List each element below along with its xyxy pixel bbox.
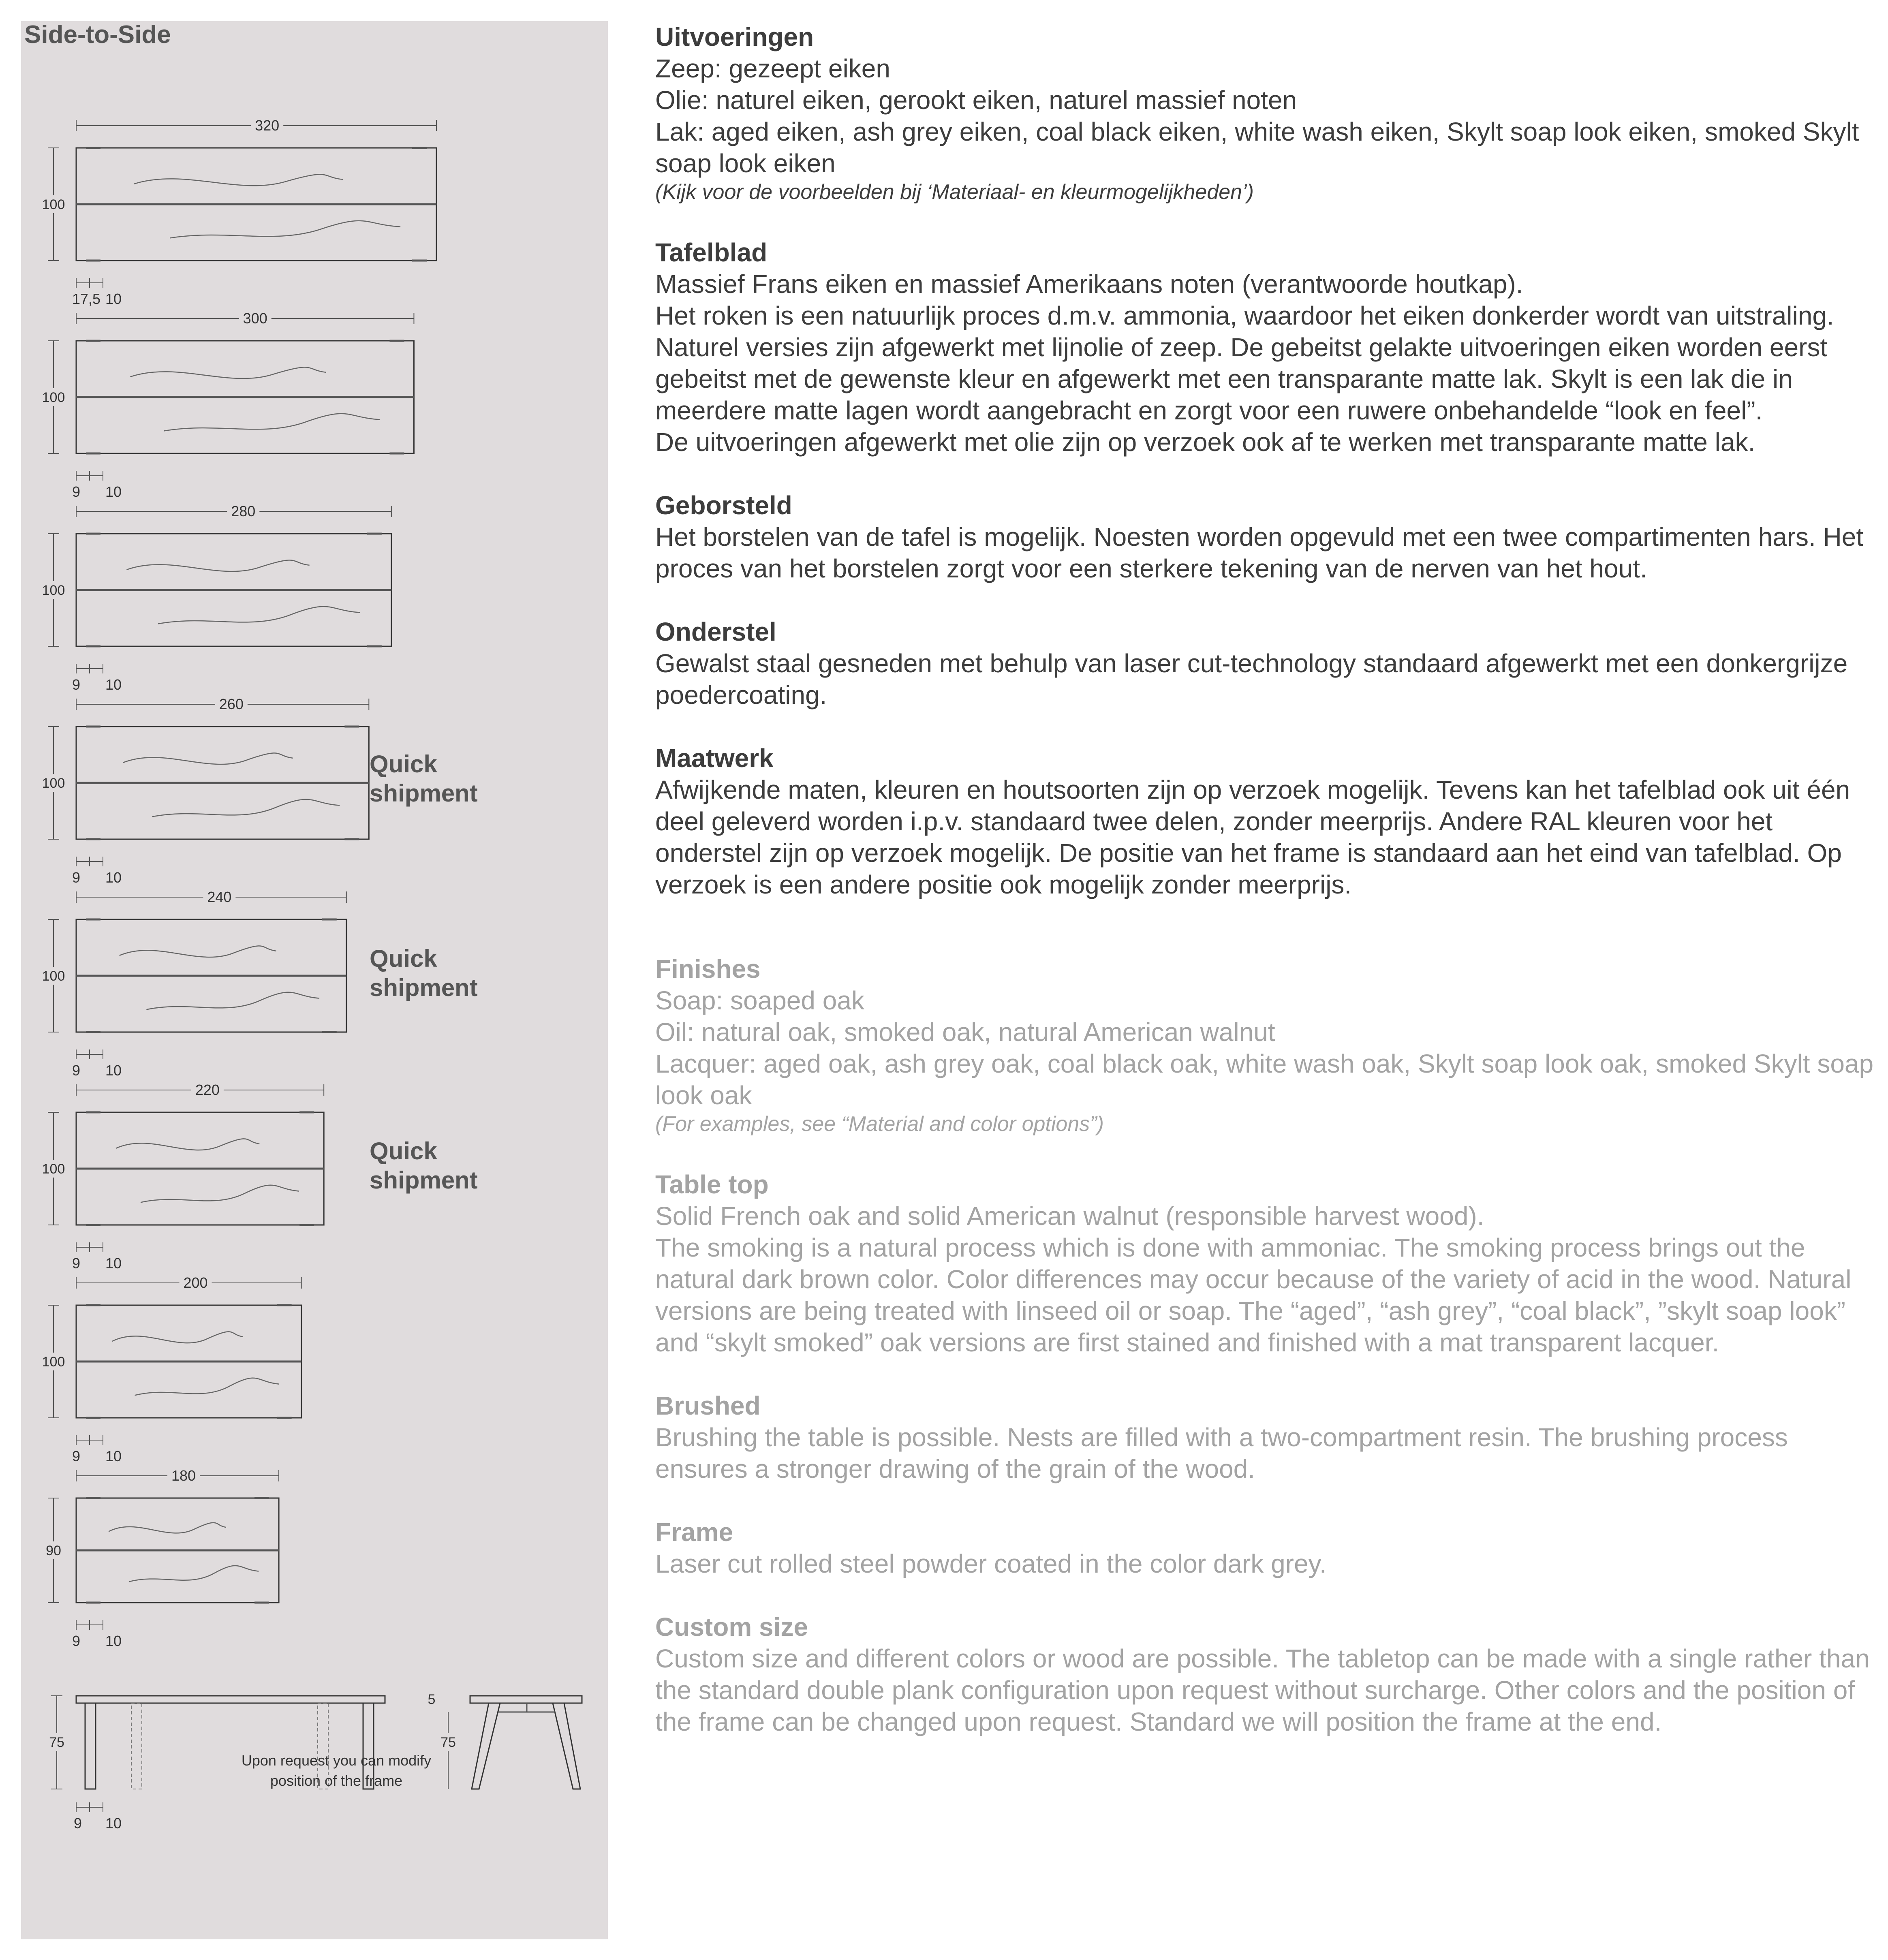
width-label: 100 <box>42 1354 65 1370</box>
section-onderstel <box>655 616 1875 711</box>
end-view-tabletop <box>470 1696 582 1703</box>
length-label: 200 <box>183 1274 208 1291</box>
section-line: Afwijkende maten, kleuren en houtsoorten zijn op verzoek mogelijk. Tevens kan het tafelblad ook uit één deel geleverd worden i.p.v. standaard twee delen, zonder meerprijs. Andere RAL kleuren voor het onderstel zijn op verzoek mogelijk. De positie van het frame is standaard aan het eind van tafelblad. Op verzoek is een andere positie ook mogelijk zonder meerprijs. <box>655 775 1850 899</box>
quick-shipment-label <box>370 944 478 1002</box>
inset-label: 10 <box>105 291 122 307</box>
quick-shipment-label <box>370 1137 478 1195</box>
wood-grain <box>152 799 340 817</box>
quick-shipment-line: Quick <box>370 945 437 972</box>
section-heading: Table top <box>655 1170 769 1199</box>
section-heading: Tafelblad <box>655 238 768 267</box>
wood-grain <box>164 414 380 431</box>
inset-label: 10 <box>105 1815 122 1832</box>
wood-grain <box>130 367 326 378</box>
section-line: Olie: naturel eiken, gerookt eiken, naturel massief noten <box>655 85 1297 115</box>
quick-shipment-label <box>370 750 478 808</box>
quick-shipment-line: Quick <box>370 1137 437 1165</box>
length-label: 240 <box>207 889 232 905</box>
section-line: Brushing the table is possible. Nests are filled with a two-compartment resin. The brushing process ensures a stronger drawing of the grain of the wood. <box>655 1423 1788 1483</box>
overhang-label: 9 <box>72 483 81 500</box>
wood-grain <box>126 560 309 571</box>
inset-label: 10 <box>105 676 122 693</box>
section-heading: Uitvoeringen <box>655 22 814 51</box>
section-tafelblad <box>655 237 1875 458</box>
wood-grain <box>146 992 319 1010</box>
width-label: 100 <box>42 390 65 405</box>
section-line: Lak: aged eiken, ash grey eiken, coal black eiken, white wash eiken, Skylt soap look eiken, smoked Skylt soap look eiken <box>655 117 1859 178</box>
wood-grain <box>158 607 360 624</box>
overhang-label: 9 <box>72 869 81 886</box>
overhang-label: 9 <box>72 1633 81 1649</box>
section-line: Het roken is een natuurlijk proces d.m.v. ammonia, waardoor het eiken donkerder wordt van uitstraling. Naturel versies zijn afgewerkt met lijnolie of zeep. De gebeitst gelakte uitvoeringen eiken worden eerst gebeitst met de gewenste kleur en afgewerkt met een transparante matte lak. Skylt is een lak die in meerdere matte lagen wordt aangebracht en zorgt voor een ruwere onbehandelde “look en feel”. <box>655 301 1834 425</box>
section-finishes <box>655 953 1875 1137</box>
width-label: 100 <box>42 968 65 984</box>
section-custom-size <box>655 1611 1875 1738</box>
frame-position-note <box>211 1751 462 1791</box>
overhang-label: 9 <box>72 1062 81 1079</box>
width-label: 100 <box>42 583 65 598</box>
section-uitvoeringen <box>655 21 1875 205</box>
frame-note-line: Upon request you can modify <box>241 1752 432 1769</box>
length-label: 180 <box>171 1467 196 1484</box>
quick-shipment-line: shipment <box>370 1167 478 1194</box>
specification-text <box>655 21 1875 1769</box>
length-label: 220 <box>195 1082 220 1098</box>
quick-shipment-line: shipment <box>370 974 478 1001</box>
table-drawings <box>0 0 608 1960</box>
length-label: 260 <box>219 696 244 712</box>
overhang-label: 17,5 <box>72 291 101 307</box>
section-line: Custom size and different colors or wood are possible. The tabletop can be made with a single rather than the standard double plank configuration upon request without surcharge. Other colors and the position of the frame can be changed upon request. Standard we will position the frame at the end. <box>655 1644 1870 1736</box>
overhang-label: 9 <box>72 676 81 693</box>
section-line: Solid French oak and solid American walnut (responsible harvest wood). <box>655 1201 1484 1231</box>
section-heading: Onderstel <box>655 617 776 646</box>
wood-grain <box>123 753 293 764</box>
length-label: 280 <box>231 503 256 519</box>
section-line: Soap: soaped oak <box>655 986 864 1015</box>
section-line: Het borstelen van de tafel is mogelijk. Noesten worden opgevuld met een twee compartimenten hars. Het proces van het borstelen zorgt voor een sterkere tekening van de nerven van het hout. <box>655 522 1864 583</box>
section-heading: Geborsteld <box>655 491 792 520</box>
section-line: Laser cut rolled steel powder coated in the color dark grey. <box>655 1549 1327 1578</box>
side-view-leg <box>85 1703 96 1789</box>
side-view-alt-leg <box>131 1703 142 1789</box>
quick-shipment-line: shipment <box>370 780 478 807</box>
frame-note-line: position of the frame <box>270 1772 403 1789</box>
section-frame <box>655 1516 1875 1580</box>
inset-label: 10 <box>105 1255 122 1272</box>
section-heading: Brushed <box>655 1391 761 1420</box>
inset-label: 10 <box>105 1633 122 1649</box>
section-line: Lacquer: aged oak, ash grey oak, coal black oak, white wash oak, Skylt soap look oak, smoked Skylt soap look oak <box>655 1049 1874 1110</box>
end-height-label: 75 <box>440 1735 456 1750</box>
wood-grain <box>135 1378 279 1396</box>
overhang-label: 9 <box>72 1448 81 1464</box>
section-geborsteld <box>655 489 1875 584</box>
section-line: Zeep: gezeept eiken <box>655 54 890 83</box>
wood-grain <box>141 1185 299 1203</box>
section-line: Gewalst staal gesneden met behulp van laser cut-technology standaard afgewerkt met een donkergrijze poedercoating. <box>655 649 1848 710</box>
wood-grain <box>120 946 276 957</box>
width-label: 100 <box>42 197 65 212</box>
overhang-label: 9 <box>72 1255 81 1272</box>
length-label: 320 <box>255 117 280 134</box>
end-view-leg <box>553 1703 580 1789</box>
height-label: 75 <box>49 1735 64 1750</box>
inset-label: 10 <box>105 483 122 500</box>
section-line: Massief Frans eiken en massief Amerikaans noten (verantwoorde houtkap). <box>655 269 1523 299</box>
overhang-label: 9 <box>74 1815 82 1832</box>
inset-label: 10 <box>105 1062 122 1079</box>
section-maatwerk <box>655 742 1875 900</box>
section-heading: Frame <box>655 1518 733 1547</box>
section-note: (For examples, see “Material and color options”) <box>655 1112 1104 1136</box>
width-label: 100 <box>42 776 65 791</box>
panel-title: Side-to-Side <box>24 21 171 49</box>
quick-shipment-line: Quick <box>370 750 437 778</box>
inset-label: 10 <box>105 869 122 886</box>
section-heading: Custom size <box>655 1612 808 1642</box>
section-note: (Kijk voor de voorbeelden bij ‘Materiaal- en kleurmogelijkheden’) <box>655 180 1254 204</box>
width-label: 90 <box>46 1543 61 1558</box>
section-table-top <box>655 1169 1875 1358</box>
wood-grain <box>109 1523 226 1533</box>
section-line: De uitvoeringen afgewerkt met olie zijn op verzoek ook af te werken met transparante matte lak. <box>655 427 1755 457</box>
length-label: 300 <box>243 310 267 327</box>
section-line: Oil: natural oak, smoked oak, natural American walnut <box>655 1017 1275 1047</box>
side-view-tabletop <box>76 1696 385 1703</box>
section-line: The smoking is a natural process which is done with ammoniac. The smoking process brings out the natural dark brown color. Color differences may occur because of the variety of acid in the wood. Natural versions are being treated with linseed oil or soap. The “aged”, “ash grey”, “coal black”, ”skylt soap look” and “skylt smoked” oak versions are first stained and finished with a mat transparent lacquer. <box>655 1233 1852 1357</box>
wood-grain <box>112 1332 243 1343</box>
section-heading: Maatwerk <box>655 744 774 773</box>
wood-grain <box>170 221 400 238</box>
section-heading: Finishes <box>655 954 761 983</box>
wood-grain <box>134 174 343 186</box>
wood-grain <box>129 1566 259 1582</box>
wood-grain <box>116 1139 259 1150</box>
top-thickness-label: 5 <box>428 1692 436 1707</box>
inset-label: 10 <box>105 1448 122 1464</box>
end-view-leg <box>472 1703 500 1789</box>
width-label: 100 <box>42 1161 65 1177</box>
section-brushed <box>655 1390 1875 1485</box>
